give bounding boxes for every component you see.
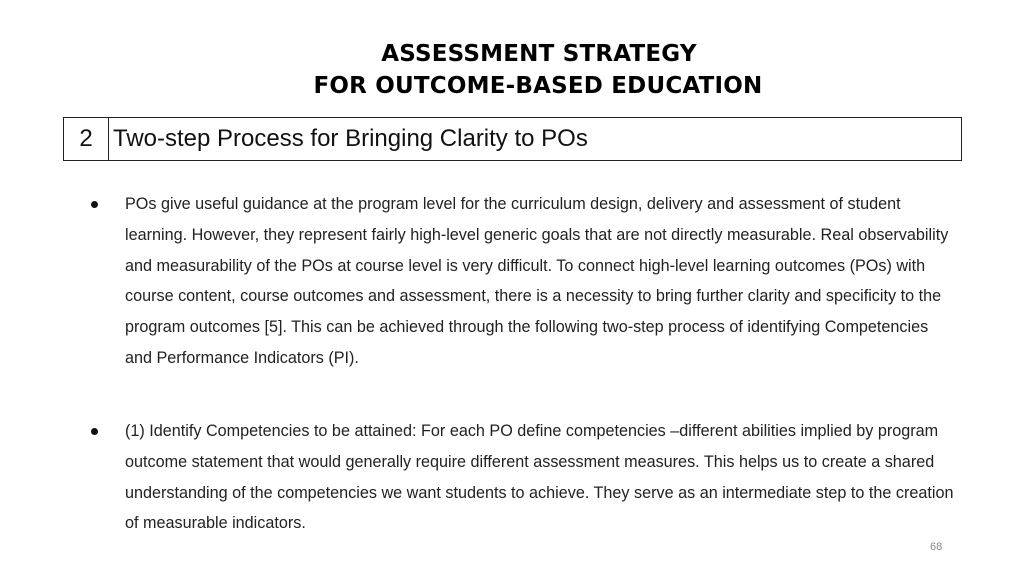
bullet-text: POs give useful guidance at the program level for the curriculum design, delivery and assessment of student learning. However, they represent fairly high-level generic goals that are not directly measurable. Real observability and measurability of the POs at course level is very difficult. To connect high-level learning outcomes (POs) with course content, course outcomes and assessment, there is a necessity to bring further clarity and specificity to the program outcomes [5]. This can be achieved through the following two-step process of identifying Competencies and Performance Indicators (PI). — [125, 195, 949, 367]
section-header-box — [63, 117, 962, 161]
section-number: 2 — [64, 118, 109, 160]
bullet-text: (1) Identify Competencies to be attained: For each PO define competencies –different abilities implied by program outcome statement that would generally require different assessment measures. This helps us to create a shared understanding of the competencies we want students to achieve. They serve as an intermediate step to the creation of measurable indicators. — [125, 422, 954, 533]
slide-title — [0, 38, 1024, 102]
bullet-dot-icon — [91, 428, 98, 435]
bullet-item — [125, 416, 955, 539]
slide-title-line-2: FOR OUTCOME-BASED EDUCATION — [313, 73, 763, 99]
bullet-item — [125, 189, 955, 374]
page-number: 68 — [930, 541, 943, 553]
section-title: Two-step Process for Bringing Clarity to POs — [113, 125, 588, 152]
slide-title-line-1: ASSESSMENT STRATEGY — [381, 41, 697, 67]
bullet-dot-icon — [91, 201, 98, 208]
